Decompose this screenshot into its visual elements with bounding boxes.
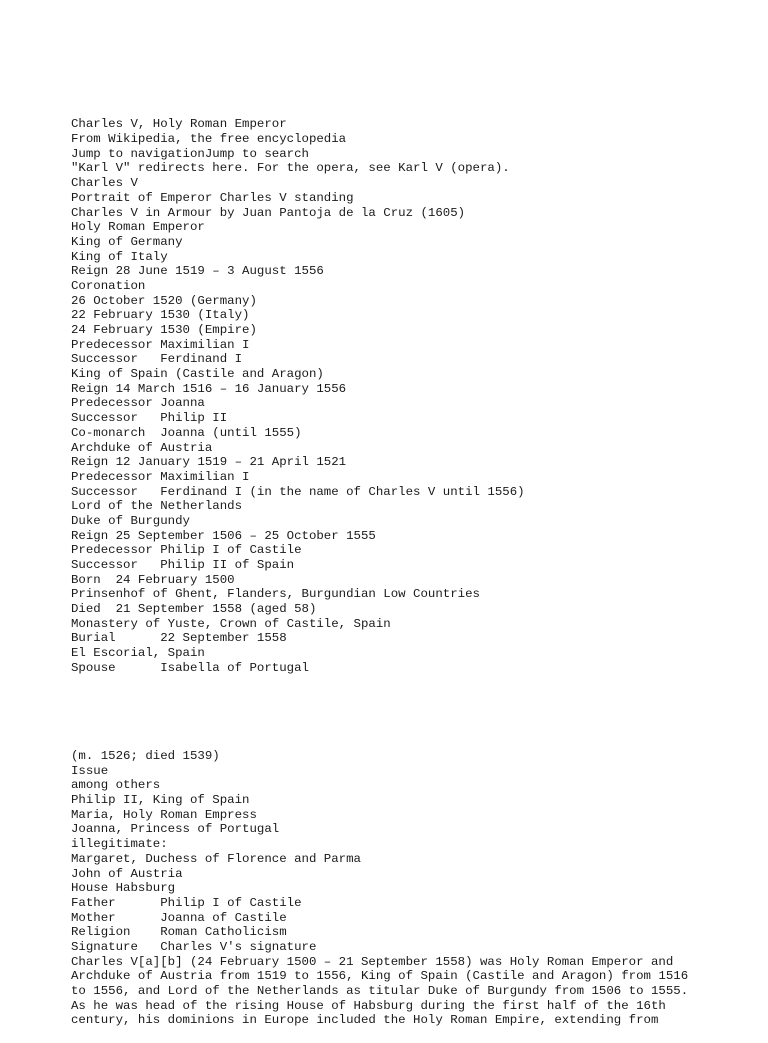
- text-line: As he was head of the rising House of Habsburg during the first half of the 16th: [71, 998, 666, 1013]
- text-line: Lord of the Netherlands: [71, 499, 243, 514]
- text-line: Prinsenhof of Ghent, Flanders, Burgundian Low Countries: [71, 587, 480, 602]
- text-line: Duke of Burgundy: [71, 513, 190, 528]
- text-line: 24 February 1530 (Empire): [71, 323, 257, 338]
- text-line: John of Austria: [71, 866, 183, 881]
- text-line: among others: [71, 778, 161, 793]
- blank-line: [71, 705, 731, 720]
- text-line: King of Italy: [71, 249, 168, 264]
- text-line: to 1556, and Lord of the Netherlands as titular Duke of Burgundy from 1506 to 1555.: [71, 984, 689, 999]
- text-line: Spouse Isabella of Portugal: [71, 660, 309, 675]
- text-line: Predecessor Maximilian I: [71, 337, 250, 352]
- text-line: Margaret, Duchess of Florence and Parma: [71, 851, 361, 866]
- text-line: Monastery of Yuste, Crown of Castile, Spain: [71, 616, 391, 631]
- text-line: 22 February 1530 (Italy): [71, 308, 250, 323]
- text-line: El Escorial, Spain: [71, 646, 205, 661]
- text-line: Reign 12 January 1519 – 21 April 1521: [71, 455, 347, 470]
- text-line: From Wikipedia, the free encyclopedia: [71, 132, 347, 147]
- text-line: Archduke of Austria: [71, 440, 213, 455]
- text-line: Died 21 September 1558 (aged 58): [71, 602, 317, 617]
- text-line: (m. 1526; died 1539): [71, 749, 220, 764]
- text-line: Issue: [71, 763, 109, 778]
- text-line: Co-monarch Joanna (until 1555): [71, 425, 302, 440]
- text-line: illegitimate:: [71, 837, 168, 852]
- text-line: Successor Philip II of Spain: [71, 558, 295, 573]
- text-line: Successor Ferdinand I (in the name of Charles V until 1556): [71, 484, 525, 499]
- text-line: Coronation: [71, 278, 146, 293]
- text-line: Portrait of Emperor Charles V standing: [71, 190, 354, 205]
- text-line: Born 24 February 1500: [71, 572, 235, 587]
- text-line: Charles V[a][b] (24 February 1500 – 21 September 1558) was Holy Roman Emperor and: [71, 954, 674, 969]
- text-line: Charles V: [71, 176, 138, 191]
- text-line: Successor Ferdinand I: [71, 352, 243, 367]
- text-line: Religion Roman Catholicism: [71, 925, 287, 940]
- text-line: Predecessor Maximilian I: [71, 469, 250, 484]
- text-line: King of Spain (Castile and Aragon): [71, 367, 324, 382]
- document-text: [71, 88, 731, 1043]
- text-line: Predecessor Philip I of Castile: [71, 543, 302, 558]
- text-line: Father Philip I of Castile: [71, 895, 302, 910]
- text-line: "Karl V" redirects here. For the opera, see Karl V (opera).: [71, 161, 510, 176]
- text-line: Archduke of Austria from 1519 to 1556, King of Spain (Castile and Aragon) from 1516: [71, 969, 689, 984]
- text-line: century, his dominions in Europe included the Holy Roman Empire, extending from: [71, 1013, 659, 1028]
- text-line: Joanna, Princess of Portugal: [71, 822, 280, 837]
- text-line: Charles V in Armour by Juan Pantoja de la Cruz (1605): [71, 205, 466, 220]
- text-line: Predecessor Joanna: [71, 396, 205, 411]
- text-line: Mother Joanna of Castile: [71, 910, 287, 925]
- text-line: Philip II, King of Spain: [71, 793, 250, 808]
- text-line: Burial 22 September 1558: [71, 631, 287, 646]
- text-line: 26 October 1520 (Germany): [71, 293, 257, 308]
- text-line: Reign 25 September 1506 – 25 October 1555: [71, 528, 376, 543]
- text-line: Maria, Holy Roman Empress: [71, 807, 257, 822]
- article-block: [71, 749, 731, 1028]
- text-line: King of Germany: [71, 234, 183, 249]
- text-line: Successor Philip II: [71, 411, 228, 426]
- infobox-block: [71, 117, 731, 675]
- text-line: Signature Charles V's signature: [71, 939, 317, 954]
- text-line: Charles V, Holy Roman Emperor: [71, 117, 287, 132]
- text-line: Reign 14 March 1516 – 16 January 1556: [71, 381, 347, 396]
- text-line: Holy Roman Emperor: [71, 220, 205, 235]
- text-line: Reign 28 June 1519 – 3 August 1556: [71, 264, 324, 279]
- text-line: Jump to navigationJump to search: [71, 146, 309, 161]
- text-line: House Habsburg: [71, 881, 176, 896]
